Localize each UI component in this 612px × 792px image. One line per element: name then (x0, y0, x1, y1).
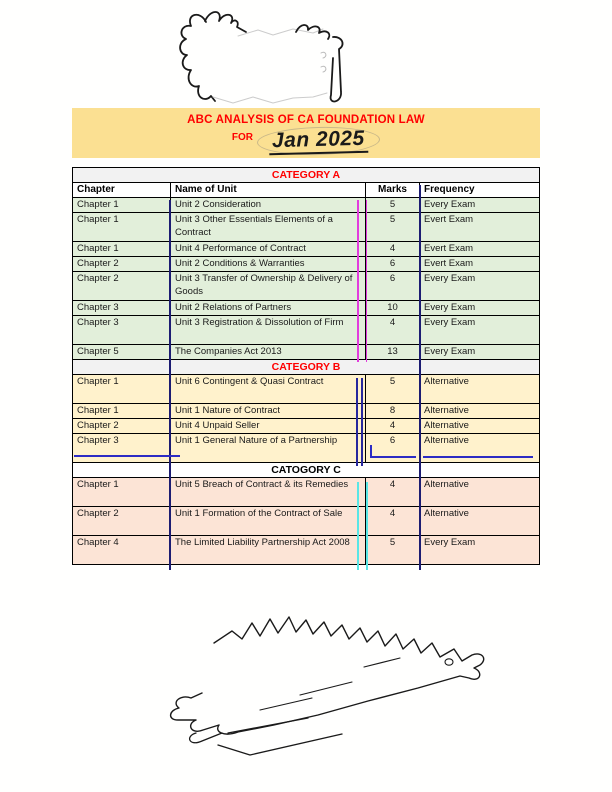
banner-subtitle (72, 127, 540, 155)
table-row (73, 316, 539, 345)
cell-chapter: Chapter 1 (73, 198, 171, 212)
cell-marks: 4 (366, 507, 420, 535)
cell-frequency: Alternative (424, 420, 469, 431)
column-header: Chapter (73, 183, 171, 197)
section-header: CATOGORY C (73, 463, 539, 478)
cell-marks: 4 (366, 316, 420, 344)
cell-frequency: Every Exam (424, 317, 476, 328)
cell-frequency: Every Exam (424, 346, 476, 357)
cell-chapter: Chapter 5 (73, 345, 171, 359)
cell-frequency: Alternative (424, 405, 469, 416)
cell-marks: 5 (366, 536, 420, 564)
cell-marks: 4 (366, 478, 420, 506)
cell-unit: The Companies Act 2013 (171, 345, 366, 359)
exam-date: Jan 2025 (269, 127, 368, 156)
cell-chapter: Chapter 2 (73, 272, 171, 300)
table-row (73, 419, 539, 434)
cell-chapter: Chapter 3 (73, 301, 171, 315)
table-row (73, 507, 539, 536)
table-row (73, 478, 539, 507)
table-row (73, 345, 539, 360)
cell-chapter: Chapter 3 (73, 434, 171, 462)
date-pencil-oval (257, 125, 380, 156)
for-label: FOR (231, 132, 253, 143)
cell-marks: 6 (366, 257, 420, 271)
cell-marks: 6 (366, 434, 420, 462)
cell-chapter: Chapter 3 (73, 316, 171, 344)
cell-chapter: Chapter 1 (73, 375, 171, 403)
column-header: Name of Unit (171, 183, 366, 197)
cell-unit: Unit 3 Registration & Dissolution of Firm (171, 316, 366, 344)
cell-unit: Unit 4 Performance of Contract (171, 242, 366, 256)
cell-frequency: Evert Exam (424, 243, 474, 254)
cell-unit: Unit 3 Transfer of Ownership & Delivery of Goods (171, 272, 366, 300)
cell-unit: Unit 1 Formation of the Contract of Sale (171, 507, 366, 535)
cell-chapter: Chapter 1 (73, 242, 171, 256)
cell-marks: 13 (366, 345, 420, 359)
table-row (73, 301, 539, 316)
cell-unit: Unit 2 Conditions & Warranties (171, 257, 366, 271)
cell-unit: Unit 4 Unpaid Seller (171, 419, 366, 433)
table-row (73, 198, 539, 213)
table-row (73, 404, 539, 419)
cell-chapter: Chapter 1 (73, 404, 171, 418)
cell-frequency: Evert Exam (424, 214, 474, 225)
cell-chapter: Chapter 2 (73, 419, 171, 433)
table-row (73, 375, 539, 404)
cell-unit: Unit 2 Consideration (171, 198, 366, 212)
scribble-bottom-drawing (118, 605, 486, 763)
cell-frequency: Alternative (424, 435, 469, 446)
cell-frequency: Alternative (424, 376, 469, 387)
cell-chapter: Chapter 2 (73, 507, 171, 535)
cell-unit: Unit 1 General Nature of a Partnership (171, 434, 366, 462)
cell-marks: 5 (366, 375, 420, 403)
title-banner (72, 108, 540, 158)
cell-chapter: Chapter 1 (73, 478, 171, 506)
cell-unit: Unit 2 Relations of Partners (171, 301, 366, 315)
column-header-row (73, 183, 539, 198)
table-row (73, 272, 539, 301)
cell-frequency: Every Exam (424, 537, 476, 548)
cell-frequency: Alternative (424, 479, 469, 490)
cell-marks: 6 (366, 272, 420, 300)
column-header: Frequency (424, 184, 475, 195)
cell-chapter: Chapter 2 (73, 257, 171, 271)
cell-marks: 4 (366, 242, 420, 256)
table-row (73, 257, 539, 272)
section-header: CATEGORY B (73, 360, 539, 375)
cell-marks: 4 (366, 419, 420, 433)
cell-chapter: Chapter 4 (73, 536, 171, 564)
cell-frequency: Every Exam (424, 302, 476, 313)
column-header: Marks (366, 183, 420, 197)
document-title: ABC ANALYSIS OF CA FOUNDATION LAW (187, 114, 425, 126)
analysis-table (72, 167, 540, 565)
cell-frequency: Alternative (424, 508, 469, 519)
table-row (73, 434, 539, 463)
cell-marks: 5 (366, 213, 420, 241)
cell-frequency: Evert Exam (424, 258, 474, 269)
table-row (73, 242, 539, 257)
table-row (73, 213, 539, 242)
cell-frequency: Every Exam (424, 199, 476, 210)
cell-unit: Unit 5 Breach of Contract & its Remedies (171, 478, 366, 506)
cell-marks: 10 (366, 301, 420, 315)
cell-frequency: Every Exam (424, 273, 476, 284)
cell-marks: 5 (366, 198, 420, 212)
section-header: CATEGORY A (73, 168, 539, 183)
cell-unit: The Limited Liability Partnership Act 2008 (171, 536, 366, 564)
cell-unit: Unit 6 Contingent & Quasi Contract (171, 375, 366, 403)
cell-unit: Unit 3 Other Essentials Elements of a Contract (171, 213, 366, 241)
cell-chapter: Chapter 1 (73, 213, 171, 241)
cell-unit: Unit 1 Nature of Contract (171, 404, 366, 418)
cell-marks: 8 (366, 404, 420, 418)
scribble-top-drawing (176, 6, 348, 108)
table-row (73, 536, 539, 564)
